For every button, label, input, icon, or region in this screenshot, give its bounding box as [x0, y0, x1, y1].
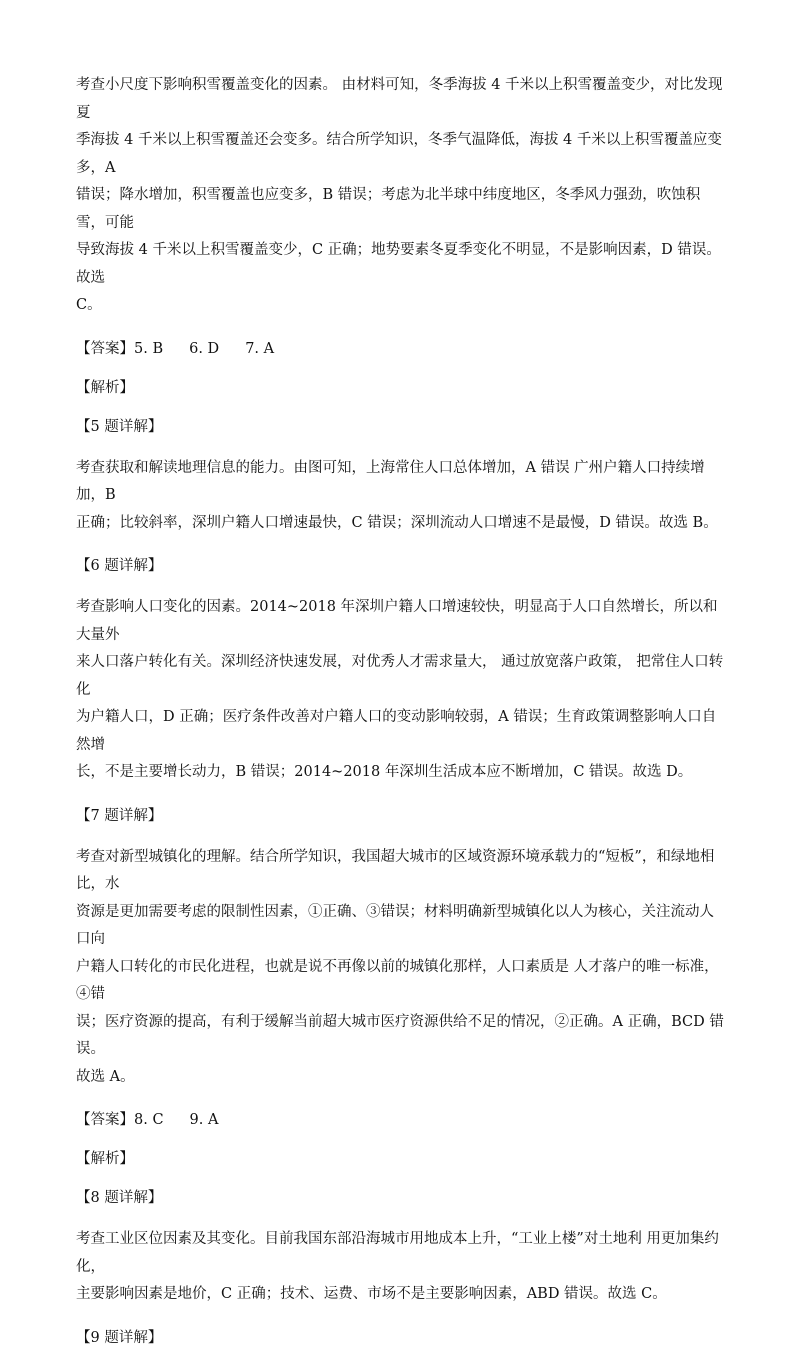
paragraph-q7-explanation: [76, 844, 726, 1092]
paragraph-q4-explanation: [76, 72, 726, 320]
answer-prefix: 【答案】8. C: [76, 1112, 164, 1128]
text-line: 错误；降水增加，积雪覆盖也应变多，B 错误；考虑为北半球中纬度地区，冬季风力强劲，吹蚀积雪，可能: [76, 187, 701, 231]
paragraph-q5-explanation: [76, 455, 726, 538]
document-page: [76, 72, 726, 1348]
answer-7: 7. A: [245, 340, 275, 357]
paragraph-q6-explanation: [76, 594, 726, 787]
analysis-heading: 【解析】: [76, 379, 134, 396]
text-line: 考查影响人口变化的因素。2014~2018 年深圳户籍人口增速较快，明显高于人口自然增长，所以和大量外: [76, 599, 718, 643]
text-line: 主要影响因素是地价，C 正确；技术、运费、市场不是主要影响因素，ABD 错误。故选 C。: [76, 1286, 667, 1302]
answer-line-5-7: [76, 339, 726, 359]
text-line: 误；医疗资源的提高，有利于缓解当前超大城市医疗资源供给不足的情况，②正确。A 正确，BCD 错误。: [76, 1013, 724, 1057]
text-line: C。: [76, 297, 102, 313]
text-line: 考查工业区位因素及其变化。目前我国东部沿海城市用地成本上升，“工业上楼”对土地利 用更加集约化，: [76, 1231, 719, 1275]
answer-6: 6. D: [189, 340, 220, 357]
text-line: 考查获取和解读地理信息的能力。由图可知，上海常住人口总体增加，A 错误 广州户籍人口持续增加，B: [76, 459, 705, 503]
text-line: 季海拔 4 千米以上积雪覆盖还会变多。结合所学知识，冬季气温降低，海拔 4 千米以上积雪覆盖应变多，A: [76, 132, 722, 176]
heading-q7-detail: 【7 题详解】: [76, 807, 163, 824]
answer-prefix: 【答案】5. B: [76, 340, 164, 357]
heading-q5-detail: 【5 题详解】: [76, 418, 163, 435]
text-line: 考查对新型城镇化的理解。结合所学知识，我国超大城市的区域资源环境承载力的“短板”，和绿地相比，水: [76, 848, 715, 892]
text-line: 长，不是主要增长动力，B 错误；2014~2018 年深圳生活成本应不断增加，C 错误。故选 D。: [76, 764, 693, 780]
answer-9: 9. A: [189, 1112, 219, 1128]
text-line: 导致海拔 4 千米以上积雪覆盖变少，C 正确；地势要素冬夏季变化不明显，不是影响因素，D 错误。故选: [76, 242, 721, 286]
heading-q6-detail: 【6 题详解】: [76, 558, 163, 574]
heading-q9-detail: 【9 题详解】: [76, 1329, 163, 1346]
analysis-heading: 【解析】: [76, 1151, 134, 1167]
text-line: 故选 A。: [76, 1068, 135, 1085]
heading-q8-detail: 【8 题详解】: [76, 1190, 163, 1206]
text-line: 资源是更加需要考虑的限制性因素，①正确、③错误；材料明确新型城镇化以人为核心，关注流动人口向: [76, 903, 714, 947]
text-line: 为户籍人口，D 正确；医疗条件改善对户籍人口的变动影响较弱，A 错误；生育政策调整影响人口自然增: [76, 709, 717, 753]
text-line: 考查小尺度下影响积雪覆盖变化的因素。 由材料可知，冬季海拔 4 千米以上积雪覆盖变少，对比发现夏: [76, 77, 723, 121]
text-line: 正确；比较斜率，深圳户籍人口增速最快，C 错误；深圳流动人口增速不是最慢，D 错误。故选 B。: [76, 514, 718, 531]
paragraph-q8-explanation: [76, 1226, 726, 1309]
answer-line-8-9: [76, 1110, 726, 1130]
text-line: 来人口落户转化有关。深圳经济快速发展，对优秀人才需求量大， 通过放宽落户政策， 把常住人口转化: [76, 654, 724, 698]
text-line: 户籍人口转化的市民化进程，也就是说不再像以前的城镇化那样，人口素质是 人才落户的唯一标准，④错: [76, 958, 719, 1002]
